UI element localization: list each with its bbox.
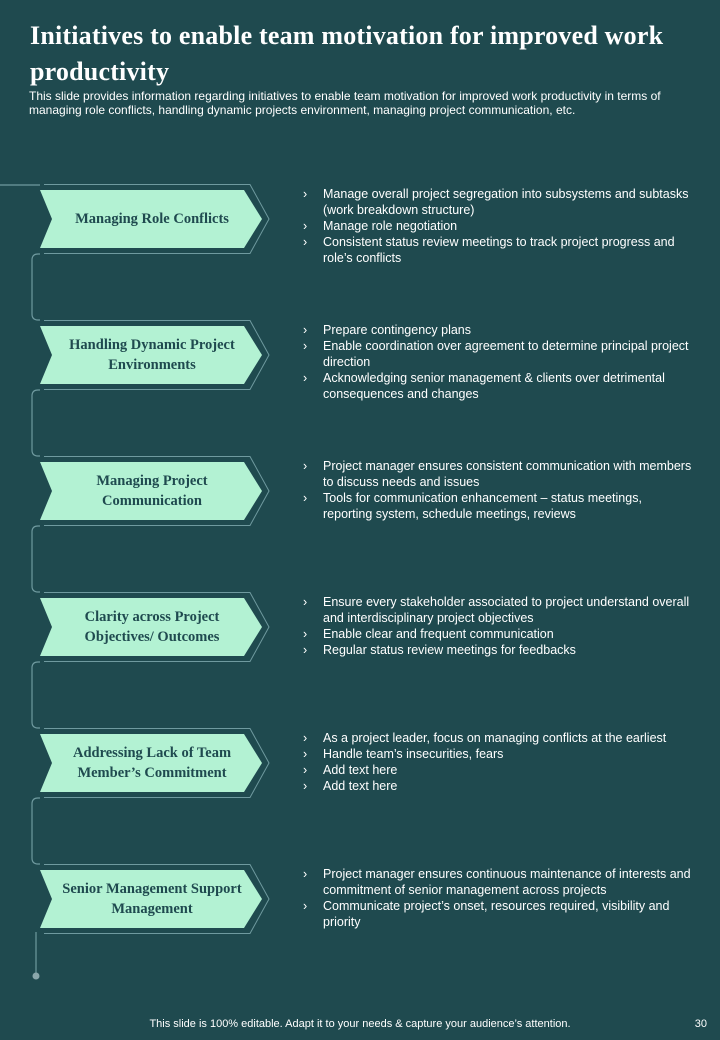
bullet-item bbox=[303, 762, 693, 778]
bullet-arrow-icon: › bbox=[303, 187, 308, 201]
bullet-arrow-icon: › bbox=[303, 627, 308, 641]
bullet-item bbox=[303, 898, 693, 930]
bullet-arrow-icon: › bbox=[303, 339, 308, 353]
initiative-bullets bbox=[303, 458, 693, 522]
initiative-label: Managing Role Conflicts bbox=[75, 211, 229, 227]
slide-subtitle: This slide provides information regarding initiatives to enable team motivation for improved work productivity in terms of managing role conflicts, handling dynamic projects environment, managing project communication, etc. bbox=[29, 89, 661, 117]
initiative-row-4 bbox=[0, 592, 720, 702]
bullet-item bbox=[303, 218, 693, 234]
footer-note: This slide is 100% editable. Adapt it to your needs & capture your audience’s attention. bbox=[149, 1018, 571, 1030]
initiative-bullets bbox=[303, 186, 693, 266]
bullet-arrow-icon: › bbox=[303, 219, 308, 233]
bullet-arrow-icon: › bbox=[303, 763, 308, 777]
bullet-text: Consistent status review meetings to track project progress and role’s conflicts bbox=[323, 235, 675, 265]
initiative-bullets bbox=[303, 594, 693, 658]
bullet-text: Manage overall project segregation into subsystems and subtasks (work breakdown structure) bbox=[323, 187, 689, 217]
bullet-item bbox=[303, 458, 693, 490]
initiative-bullets bbox=[303, 730, 693, 794]
initiative-row-1 bbox=[0, 184, 720, 294]
bullet-item bbox=[303, 186, 693, 218]
bullet-item bbox=[303, 626, 693, 642]
bullet-text: Ensure every stakeholder associated to project understand overall and interdisciplinary project objectives bbox=[323, 595, 690, 625]
initiative-row-2 bbox=[0, 320, 720, 430]
bullet-arrow-icon: › bbox=[303, 323, 308, 337]
bullet-text: Prepare contingency plans bbox=[323, 323, 472, 337]
initiative-label: Senior Management Support Management bbox=[62, 881, 242, 917]
bullet-item bbox=[303, 642, 693, 658]
bullet-arrow-icon: › bbox=[303, 747, 308, 761]
bullet-text: Enable coordination over agreement to determine principal project direction bbox=[323, 339, 689, 369]
bullet-item bbox=[303, 338, 693, 370]
bullet-item bbox=[303, 746, 693, 762]
bullet-text: Tools for communication enhancement – status meetings, reporting system, schedule meetings, reviews bbox=[323, 491, 642, 521]
initiative-row-6 bbox=[0, 864, 720, 974]
bullet-arrow-icon: › bbox=[303, 779, 308, 793]
bullet-item bbox=[303, 594, 693, 626]
bullet-text: Communicate project’s onset, resources required, visibility and priority bbox=[323, 899, 670, 929]
initiative-label: Handling Dynamic Project Environments bbox=[69, 337, 235, 373]
bullet-text: Project manager ensures consistent communication with members to discuss needs and issues bbox=[323, 459, 692, 489]
bullet-arrow-icon: › bbox=[303, 459, 308, 473]
bullet-arrow-icon: › bbox=[303, 595, 308, 609]
bullet-text: Regular status review meetings for feedbacks bbox=[323, 643, 576, 657]
bullet-text: Acknowledging senior management & clients over detrimental consequences and changes bbox=[323, 371, 665, 401]
bullet-arrow-icon: › bbox=[303, 867, 308, 881]
bullet-item bbox=[303, 490, 693, 522]
bullet-arrow-icon: › bbox=[303, 235, 308, 249]
bullet-text: Handle team’s insecurities, fears bbox=[323, 747, 504, 761]
bullet-item bbox=[303, 778, 693, 794]
bullet-text: As a project leader, focus on managing conflicts at the earliest bbox=[323, 731, 667, 745]
bullet-text: Project manager ensures continuous maintenance of interests and commitment of senior management across projects bbox=[323, 867, 691, 897]
slide-title: Initiatives to enable team motivation for improved work productivity bbox=[30, 21, 664, 86]
initiative-row-5 bbox=[0, 728, 720, 838]
initiative-bullets bbox=[303, 866, 693, 930]
bullet-item bbox=[303, 730, 693, 746]
initiative-row-3 bbox=[0, 456, 720, 566]
bullet-item bbox=[303, 866, 693, 898]
bullet-text: Manage role negotiation bbox=[323, 219, 458, 233]
bullet-item bbox=[303, 322, 693, 338]
bullet-arrow-icon: › bbox=[303, 643, 308, 657]
bullet-arrow-icon: › bbox=[303, 491, 308, 505]
initiative-label: Managing Project Communication bbox=[96, 473, 208, 509]
page-number: 30 bbox=[694, 1018, 707, 1030]
bullet-text: Enable clear and frequent communication bbox=[323, 627, 554, 641]
bullet-text: Add text here bbox=[323, 763, 398, 777]
bullet-item bbox=[303, 234, 693, 266]
initiative-bullets bbox=[303, 322, 693, 402]
bullet-arrow-icon: › bbox=[303, 371, 308, 385]
bullet-arrow-icon: › bbox=[303, 899, 308, 913]
bullet-item bbox=[303, 370, 693, 402]
bullet-arrow-icon: › bbox=[303, 731, 308, 745]
initiative-label: Clarity across Project Objectives/ Outcomes bbox=[84, 609, 220, 645]
initiative-label: Addressing Lack of Team Member’s Commitment bbox=[72, 745, 232, 781]
bullet-text: Add text here bbox=[323, 779, 398, 793]
